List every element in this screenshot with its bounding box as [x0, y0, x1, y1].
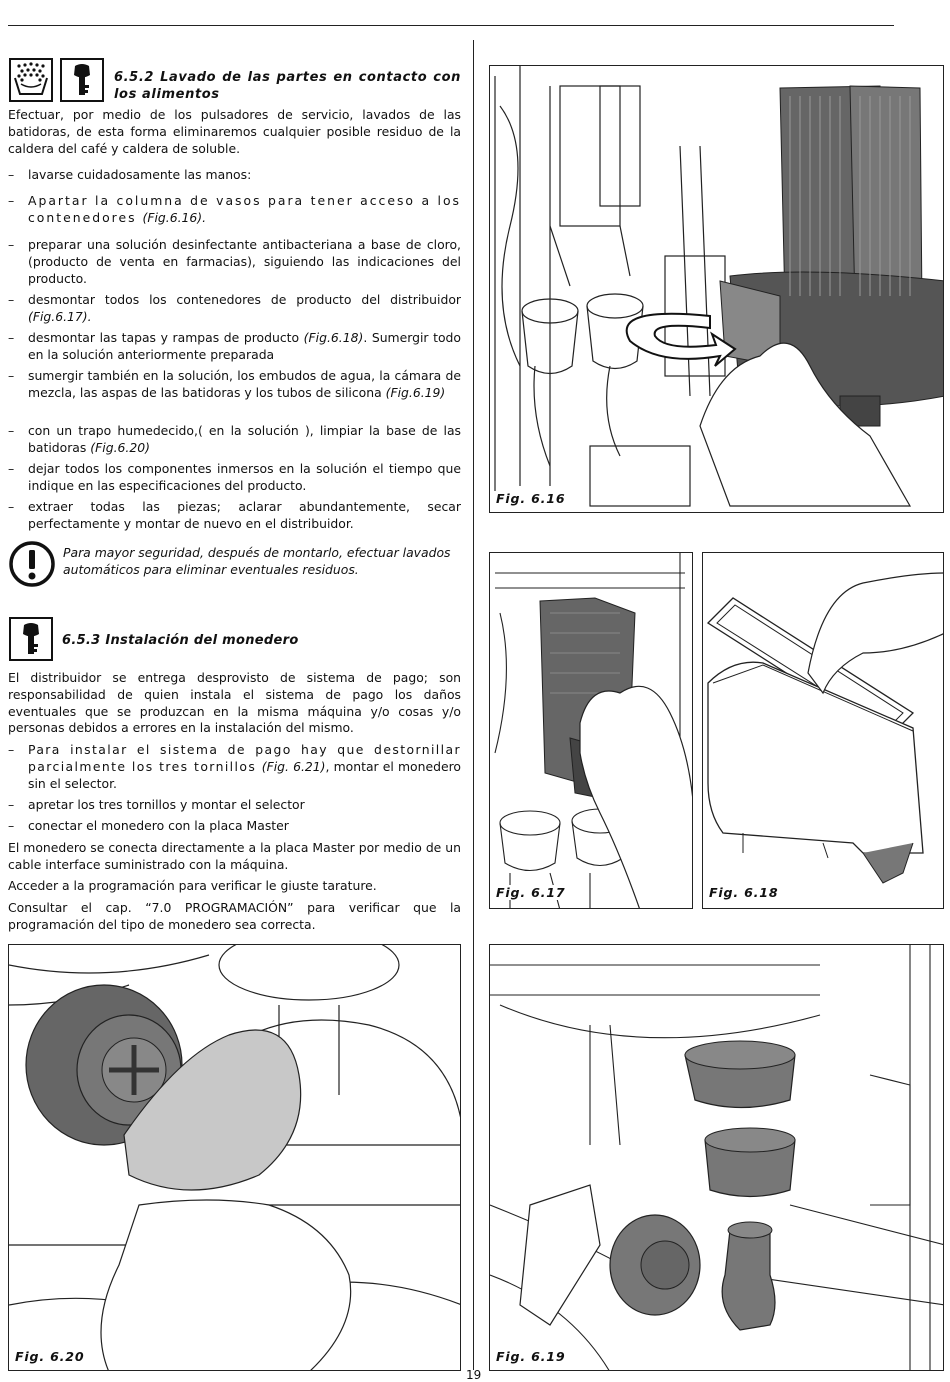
section-653-para3: Consultar el cap. “7.0 PROGRAMACIÓN” para verificar que la programación del tipo de monedero sea correcta.: [8, 900, 461, 932]
bullet-text: desmontar las tapas y rampas de producto: [28, 330, 304, 345]
bullet-rinse-dry: [8, 499, 461, 533]
bullet-dash: –: [8, 330, 15, 345]
bullet-prepare-solution: [8, 237, 461, 287]
section-653-para1: El monedero se conecta directamente a la placa Master por medio de un cable interface suministrado con la máquina.: [8, 840, 461, 872]
figure-6-20: [8, 944, 461, 1371]
bullet-submerge-parts: [8, 368, 461, 402]
bullet-remove-containers: [8, 292, 461, 326]
section-653-title: 6.5.3 Instalación del monedero: [62, 633, 299, 648]
section-653-para2: Acceder a la programación para verificar le giuste tarature.: [8, 878, 377, 893]
figure-6-20-illustration: [9, 945, 461, 1371]
figure-6-16-illustration: [490, 66, 944, 513]
figure-6-18: [702, 552, 944, 909]
figure-6-18-label: Fig. 6.18: [709, 885, 779, 900]
bullet-text: extraer todas las piezas; aclarar abundantemente, secar perfectamente y montar de nuevo en el distribuidor.: [28, 499, 461, 531]
bullet-clean-base: [8, 423, 461, 457]
top-rule: [8, 25, 894, 26]
fig-ref: (Fig.6.18): [303, 330, 364, 345]
figure-6-16-label: Fig. 6.16: [496, 491, 566, 506]
bullet-dash: –: [8, 742, 16, 757]
bullet-move-cups: [8, 193, 461, 227]
bullet-dash: –: [8, 423, 15, 438]
section-653-intro: El distribuidor se entrega desprovisto de sistema de pago; son responsabilidad de quien instala el sistema de pago los daños eventuales que se produzcan en la misma máquina y/o cosas y/o personas debidos a errores en la instalación del mismo.: [8, 670, 461, 736]
bullet-text: Apartar la columna de vasos para tener acceso a los contenedores: [28, 193, 461, 225]
fig-ref: (Fig. 6.21): [261, 758, 326, 774]
bullet-text: con un trapo humedecido,( en la solución ), limpiar la base de las batidoras: [28, 423, 461, 455]
bullet-remove-lids: [8, 330, 461, 364]
bullet-text: desmontar todos los contenedores de producto del distribuidor: [28, 292, 461, 307]
section-652-title: 6.5.2 Lavado de las partes en contacto con los alimentos: [114, 70, 461, 102]
bullet-text-after: . Sumergir todo en la solución anteriormente preparada: [28, 330, 461, 362]
bullet-dash: –: [8, 368, 15, 383]
bullet-dash: –: [8, 237, 15, 252]
fig-ref: (Fig.6.16).: [142, 209, 207, 225]
figure-6-19-label: Fig. 6.19: [496, 1349, 566, 1364]
figure-6-19-illustration: [490, 945, 944, 1371]
column-divider: [473, 40, 474, 1370]
bullet-text: Para instalar el sistema de pago hay que destornillar parcialmente los tres tornillos: [28, 742, 461, 774]
bullet-dash: –: [8, 461, 15, 476]
bullet-text: lavarse cuidadosamente las manos:: [28, 167, 252, 182]
bullet-text: dejar todos los componentes inmersos en la solución el tiempo que indique en las especificaciones del producto.: [28, 461, 461, 493]
fig-ref: (Fig.6.17).: [28, 308, 92, 324]
fig-ref: (Fig.6.19): [385, 384, 446, 400]
bullet-text: apretar los tres tornillos y montar el selector: [28, 797, 305, 812]
warning-note: Para mayor seguridad, después de montarlo, efectuar lavados automáticos para eliminar eventuales residuos.: [63, 545, 451, 577]
bullet-dash: –: [8, 797, 15, 812]
bullet-text: preparar una solución desinfectante antibacteriana a base de cloro, (producto de venta en farmacias), siguiendo las indicaciones del producto.: [28, 237, 461, 286]
bullet-text: sumergir también en la solución, los embudos de agua, la cámara de mezcla, las aspas de las batidoras y los tubos de silicona: [28, 368, 461, 400]
bullet-tighten-screws: [8, 797, 461, 814]
figure-6-17-illustration: [490, 553, 693, 909]
hand-wash-icon: [9, 58, 53, 102]
key-icon: [60, 58, 104, 102]
bullet-dash: –: [8, 193, 17, 208]
figure-6-17: [489, 552, 693, 909]
figure-6-16: [489, 65, 944, 513]
bullet-text: conectar el monedero con la placa Master: [28, 818, 289, 833]
bullet-dash: –: [8, 499, 15, 514]
bullet-leave-immersed: [8, 461, 461, 495]
bullet-connect-master: [8, 818, 461, 835]
figure-6-17-label: Fig. 6.17: [496, 885, 566, 900]
bullet-dash: –: [8, 167, 15, 182]
bullet-install-payment: [8, 742, 461, 792]
figure-6-20-label: Fig. 6.20: [15, 1349, 85, 1364]
key-icon: [9, 617, 53, 661]
figure-6-18-illustration: [703, 553, 944, 909]
bullet-wash-hands: [8, 167, 461, 184]
fig-ref: (Fig.6.20): [90, 439, 150, 455]
bullet-dash: –: [8, 292, 15, 307]
page-number: 19: [466, 1368, 482, 1382]
bullet-dash: –: [8, 818, 15, 833]
figure-6-19: [489, 944, 944, 1371]
bullet-text-after: , montar el monedero sin el selector.: [28, 758, 462, 791]
section-652-intro: Efectuar, por medio de los pulsadores de servicio, lavados de las batidoras, de esta forma eliminaremos cualquier posible residuo de la caldera del café y caldera de soluble.: [8, 107, 461, 156]
warning-icon: [8, 540, 56, 588]
